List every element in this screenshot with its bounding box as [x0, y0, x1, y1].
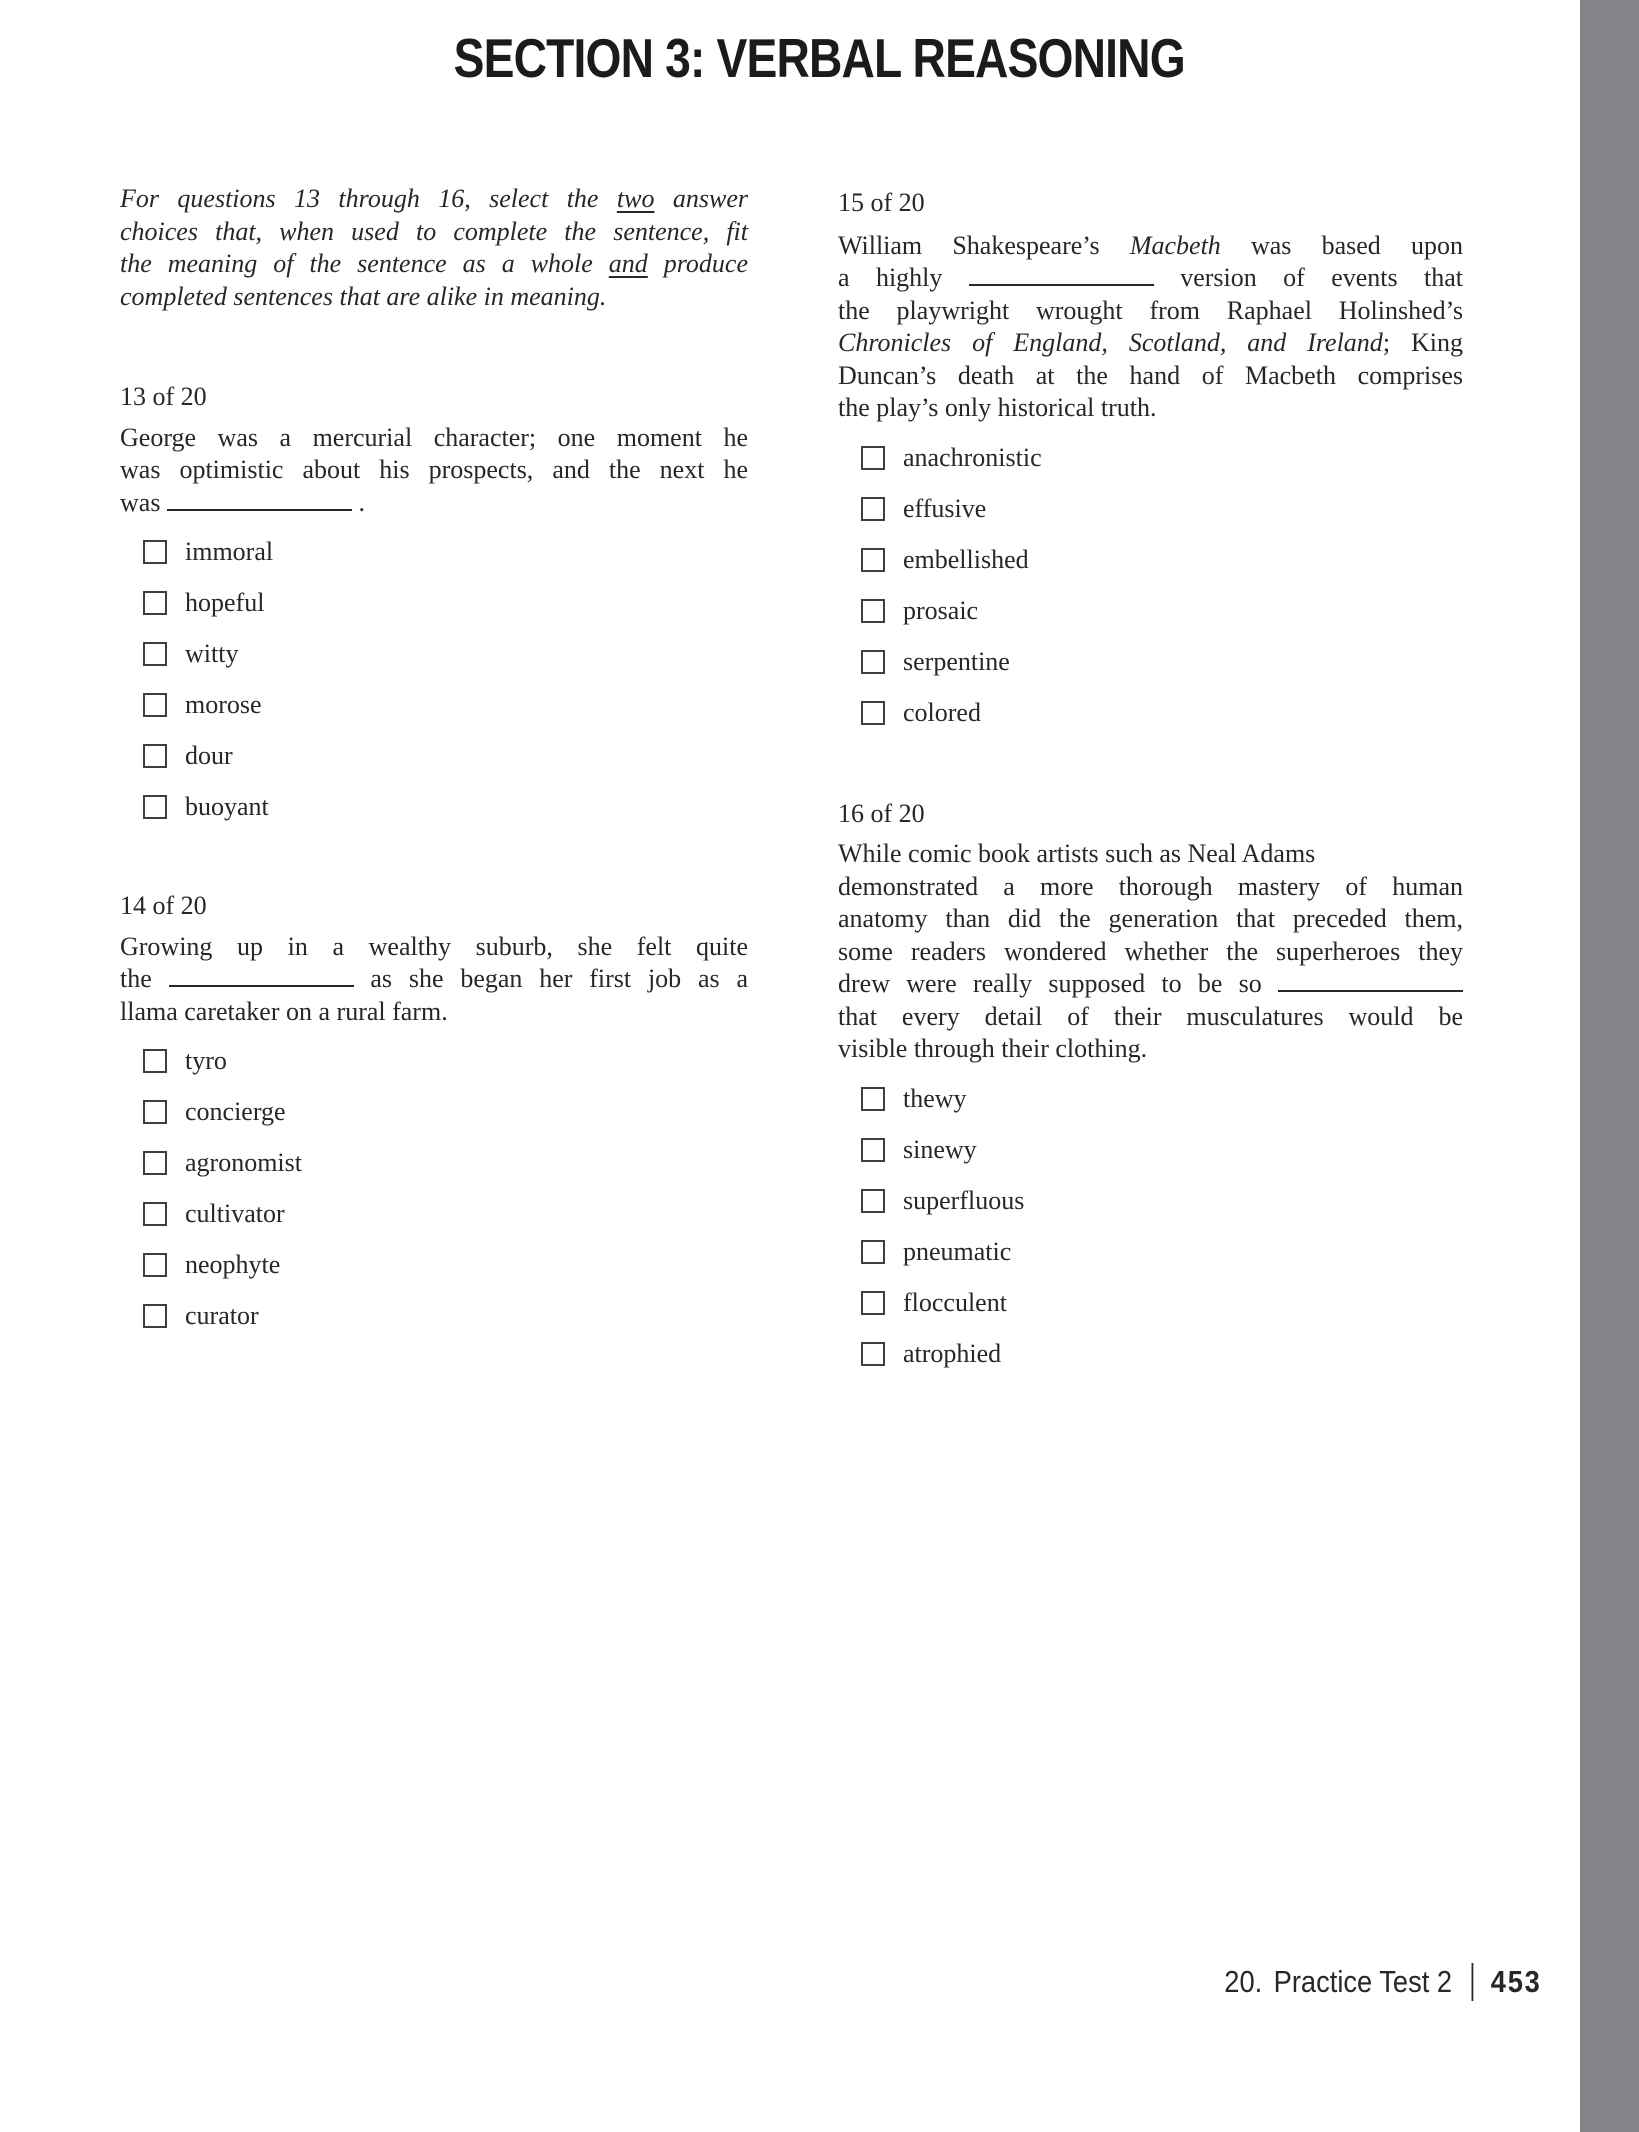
text-line: the play’s only historical truth.: [838, 393, 1157, 422]
answer-checkbox[interactable]: [143, 1202, 167, 1226]
answer-checkbox[interactable]: [861, 1138, 885, 1162]
option-label: effusive: [903, 493, 987, 523]
option-label: curator: [185, 1301, 259, 1330]
text-line: For questions 13 through 16, select the two answer: [120, 184, 748, 213]
answer-checkbox[interactable]: [143, 591, 167, 615]
option-label: colored: [903, 697, 981, 727]
option-row: [143, 1252, 748, 1278]
section-title: [0, 26, 1639, 90]
option-row: [143, 1303, 748, 1329]
question-text: [120, 931, 748, 1029]
question-number: 16 of 20: [838, 798, 925, 828]
option-row: [861, 493, 1463, 523]
answer-checkbox[interactable]: [861, 1087, 885, 1111]
answer-checkbox[interactable]: [861, 599, 885, 623]
page-footer: [1225, 1963, 1542, 2001]
option-label: flocculent: [903, 1287, 1007, 1317]
answer-checkbox[interactable]: [861, 1189, 885, 1213]
answer-blank: [1278, 976, 1463, 992]
text-line: was .: [120, 487, 365, 517]
option-label: neophyte: [185, 1250, 281, 1279]
option-row: [861, 595, 1463, 625]
answer-blank: [169, 971, 354, 987]
answer-blank: [969, 270, 1154, 286]
option-row: [143, 743, 748, 769]
answer-checkbox[interactable]: [143, 642, 167, 666]
option-row: [861, 1287, 1463, 1317]
text-line: was optimistic about his prospects, and the next he: [120, 455, 748, 484]
option-label: tyro: [185, 1046, 227, 1075]
answer-checkbox[interactable]: [861, 1240, 885, 1264]
answer-checkbox[interactable]: [143, 540, 167, 564]
option-label: serpentine: [903, 646, 1010, 676]
text-line: llama caretaker on a rural farm.: [120, 996, 448, 1026]
answer-checkbox[interactable]: [861, 1291, 885, 1315]
answer-checkbox[interactable]: [143, 1151, 167, 1175]
options-list: [120, 539, 748, 820]
text-line: Duncan’s death at the hand of Macbeth comprises: [838, 360, 1463, 390]
text-line: that every detail of their musculatures would be: [838, 1001, 1463, 1031]
option-row: [143, 539, 748, 565]
text-line: the meaning of the sentence as a whole and produce: [120, 249, 748, 278]
option-label: pneumatic: [903, 1236, 1012, 1266]
text-line: anatomy than did the generation that preceded them,: [838, 904, 1463, 933]
answer-checkbox[interactable]: [861, 650, 885, 674]
text-line: George was a mercurial character; one moment he: [120, 422, 748, 452]
question-number: 13 of 20: [120, 382, 207, 411]
option-row: [861, 1083, 1463, 1113]
answer-checkbox[interactable]: [143, 1304, 167, 1328]
option-row: [861, 1185, 1463, 1215]
option-row: [861, 1236, 1463, 1266]
answer-checkbox[interactable]: [143, 693, 167, 717]
answer-checkbox[interactable]: [861, 701, 885, 725]
option-row: [143, 1201, 748, 1227]
instructions: [120, 183, 748, 313]
text-line: the playwright wrought from Raphael Holinshed’s: [838, 295, 1463, 325]
question-text: [838, 230, 1463, 425]
footer-page-number: 453: [1491, 1964, 1542, 1999]
options-list: [120, 1048, 748, 1329]
option-row: [861, 646, 1463, 676]
text-line: some readers wondered whether the superheroes they: [838, 936, 1463, 966]
option-row: [143, 641, 748, 667]
text-line: Chronicles of England, Scotland, and Ireland; King: [838, 328, 1463, 357]
answer-checkbox[interactable]: [143, 1049, 167, 1073]
text-line: choices that, when used to complete the sentence, fit: [120, 216, 748, 246]
option-label: witty: [185, 639, 239, 668]
question-15: [838, 187, 1463, 726]
page-edge-bar: [1580, 0, 1639, 2132]
question-number: 14 of 20: [120, 891, 207, 920]
option-label: thewy: [903, 1083, 967, 1113]
option-label: embellished: [903, 544, 1029, 574]
question-text: [120, 422, 748, 520]
footer-divider: [1472, 1963, 1474, 2001]
text-line: visible through their clothing.: [838, 1034, 1148, 1063]
text-line: William Shakespeare’s Macbeth was based upon: [838, 230, 1464, 260]
question-14: [120, 890, 748, 1329]
option-label: immoral: [185, 537, 274, 566]
option-row: [143, 1099, 748, 1125]
option-row: [861, 442, 1463, 472]
option-label: superfluous: [903, 1185, 1025, 1215]
option-label: agronomist: [185, 1148, 302, 1177]
option-label: sinewy: [903, 1134, 977, 1164]
option-label: anachronistic: [903, 442, 1042, 472]
option-row: [861, 1338, 1463, 1368]
text-line: drew were really supposed to be so: [838, 968, 1463, 1001]
text-line: completed sentences that are alike in meaning.: [120, 281, 607, 311]
option-label: cultivator: [185, 1199, 285, 1228]
option-label: concierge: [185, 1097, 286, 1126]
answer-checkbox[interactable]: [861, 446, 885, 470]
option-label: dour: [185, 741, 233, 770]
answer-checkbox[interactable]: [143, 744, 167, 768]
option-row: [143, 1048, 748, 1074]
footer-chapter-number: 20.: [1224, 1964, 1263, 1999]
left-column: [120, 183, 748, 1392]
option-label: hopeful: [185, 588, 265, 617]
answer-checkbox[interactable]: [861, 1342, 885, 1366]
answer-checkbox[interactable]: [861, 497, 885, 521]
question-text: [838, 838, 1463, 1066]
text-line: a highly version of events that: [838, 263, 1463, 292]
option-label: morose: [185, 690, 262, 719]
question-16: [838, 798, 1463, 1367]
section-title-text: SECTION 3: VERBAL REASONING: [453, 27, 1186, 89]
answer-checkbox[interactable]: [861, 548, 885, 572]
option-row: [861, 544, 1463, 574]
footer-chapter-name: Practice Test 2: [1274, 1964, 1453, 1999]
right-column: [838, 183, 1463, 1392]
question-number: 15 of 20: [838, 188, 925, 217]
option-label: atrophied: [903, 1338, 1002, 1368]
option-row: [861, 697, 1463, 727]
option-row: [143, 590, 748, 616]
answer-checkbox[interactable]: [143, 1100, 167, 1124]
two-column-layout: [120, 183, 1463, 1392]
answer-checkbox[interactable]: [143, 1253, 167, 1277]
text-line: demonstrated a more thorough mastery of human: [838, 871, 1463, 901]
option-label: buoyant: [185, 792, 269, 821]
option-row: [143, 692, 748, 718]
option-label: prosaic: [903, 595, 979, 625]
option-row: [861, 1134, 1463, 1164]
options-list: [838, 1083, 1463, 1368]
options-list: [838, 442, 1463, 727]
answer-checkbox[interactable]: [143, 795, 167, 819]
option-row: [143, 1150, 748, 1176]
answer-blank: [167, 495, 352, 511]
text-line: the as she began her first job as a: [120, 964, 748, 993]
question-13: [120, 381, 748, 820]
option-row: [143, 794, 748, 820]
text-line: Growing up in a wealthy suburb, she felt quite: [120, 931, 748, 961]
text-line: While comic book artists such as Neal Adams: [838, 839, 1316, 868]
